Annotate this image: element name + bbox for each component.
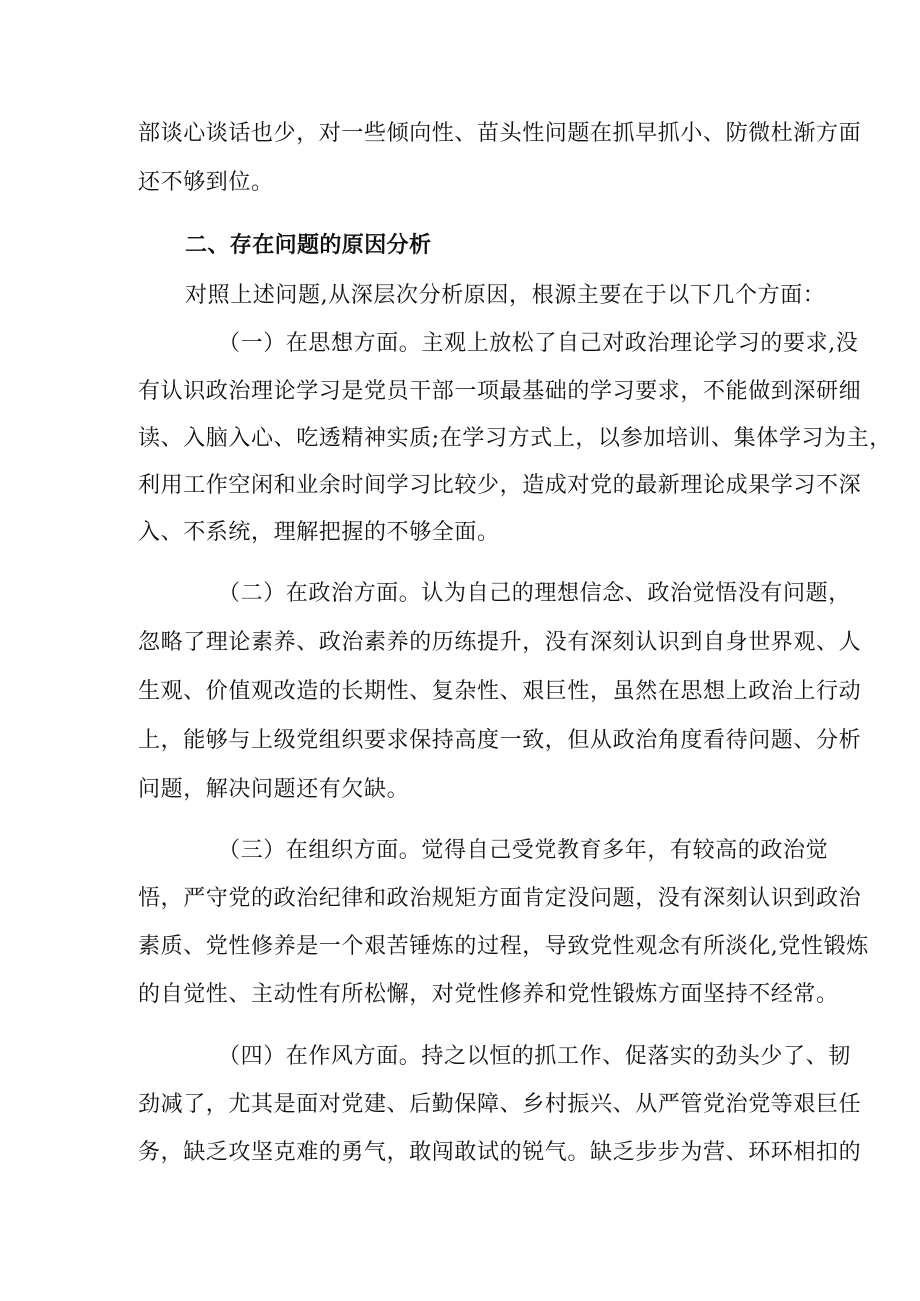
- body-line: 部谈心谈话也少，对一些倾向性、苗头性问题在抓早抓小、防微杜渐方面: [138, 121, 862, 146]
- body-line: 忽略了理论素养、政治素养的历练提升，没有深刻认识到自身世界观、人: [138, 630, 862, 655]
- body-line: 读、入脑入心、吃透精神实质;在学习方式上，以参加培训、集体学习为主，: [138, 426, 892, 451]
- section-heading: 二、存在问题的原因分析: [185, 232, 432, 258]
- body-line: （一）在思想方面。主观上放松了自己对政治理论学习的要求,没: [218, 331, 859, 356]
- body-line: （三）在组织方面。觉得自己受党教育多年，有较高的政治觉: [218, 838, 829, 863]
- body-line: 入、不系统，理解把握的不够全面。: [138, 520, 500, 545]
- body-line: 悟，严守党的政治纪律和政治规矩方面肯定没问题，没有深刻认识到政治: [138, 886, 862, 911]
- body-line: 务，缺乏攻坚克难的勇气，敢闯敢试的锐气。缺乏步步为营、环环相扣的: [138, 1140, 862, 1165]
- body-line: 有认识政治理论学习是党员干部一项最基础的学习要求，不能做到深研细: [138, 379, 862, 404]
- section-intro: 对照上述问题,从深层次分析原因，根源主要在于以下几个方面：: [185, 283, 826, 308]
- body-line: 生观、价值观改造的长期性、复杂性、艰巨性，虽然在思想上政治上行动: [138, 679, 862, 704]
- body-line: （二）在政治方面。认为自己的理想信念、政治觉悟没有问题，: [218, 581, 851, 606]
- body-line: 上，能够与上级党组织要求保持高度一致，但从政治角度看待问题、分析: [138, 728, 862, 753]
- body-line: （四）在作风方面。持之以恒的抓工作、促落实的劲头少了、韧: [218, 1044, 851, 1069]
- body-line: 劲减了，尤其是面对党建、后勤保障、乡村振兴、从严管党治党等艰巨任: [138, 1092, 862, 1117]
- body-line: 问题，解决问题还有欠缺。: [138, 777, 410, 802]
- body-line: 的自觉性、主动性有所松懈，对党性修养和党性锻炼方面坚持不经常。: [138, 982, 839, 1007]
- body-line: 还不够到位。: [138, 170, 274, 195]
- body-line: 素质、党性修养是一个艰苦锤炼的过程，导致党性观念有所淡化,党性锻炼: [138, 934, 869, 959]
- body-line: 利用工作空闲和业余时间学习比较少，造成对党的最新理论成果学习不深: [138, 473, 862, 498]
